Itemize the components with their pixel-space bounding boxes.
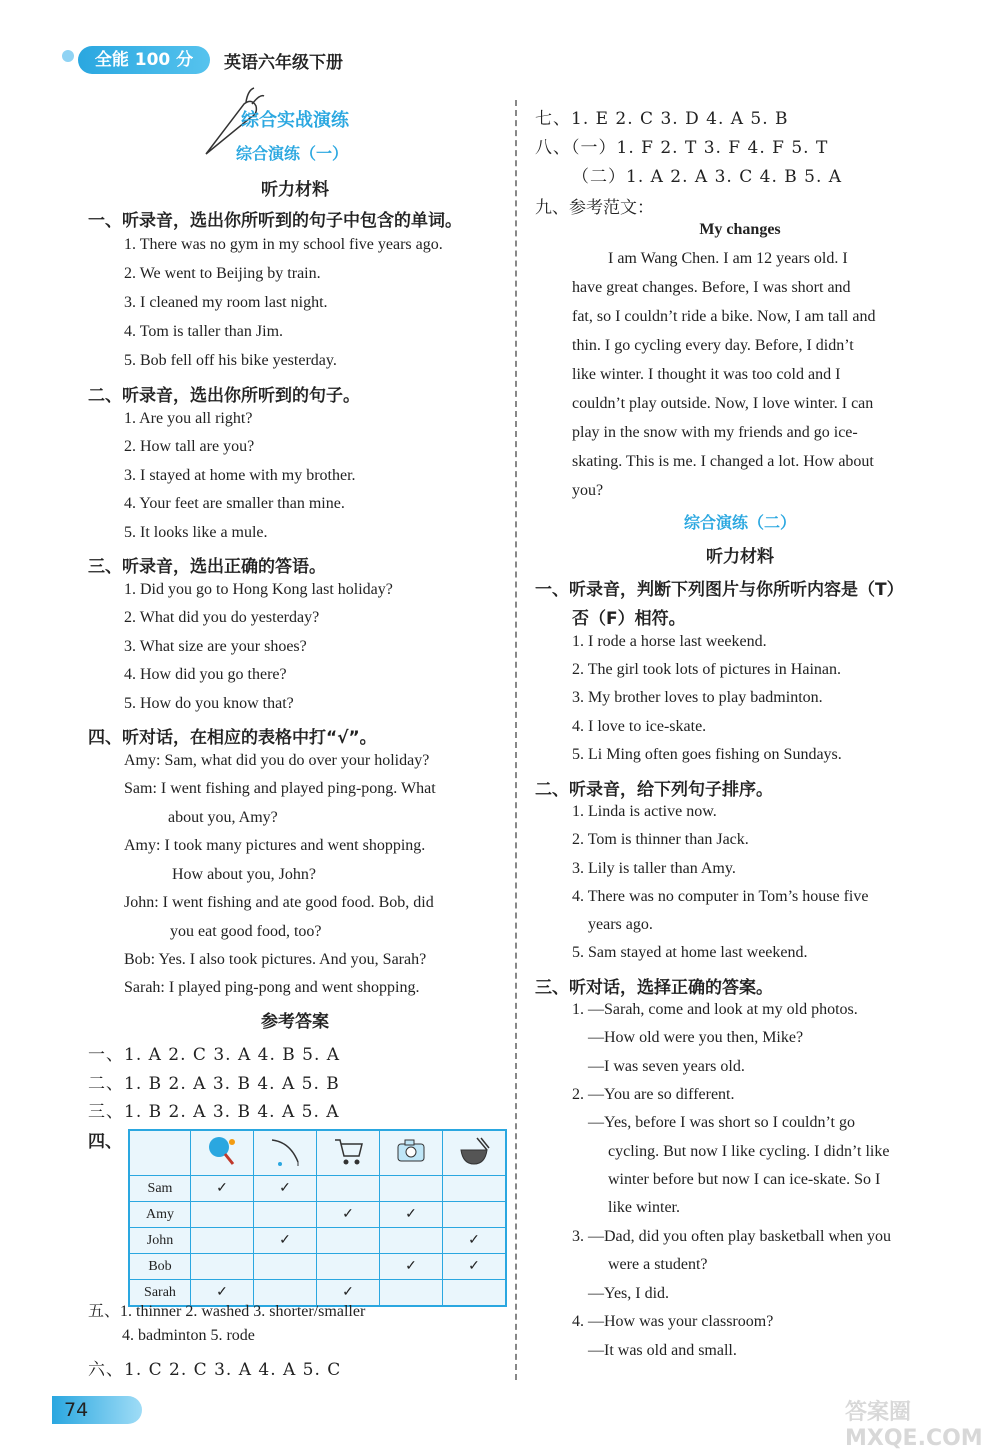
essay-line: thin. I go cycling every day. Before, I didn’t — [572, 337, 854, 354]
r-q3-line: 2. —You are so different. — [572, 1086, 735, 1103]
table-cell — [191, 1254, 254, 1280]
ping-pong-icon — [191, 1130, 254, 1176]
dialog-line: Bob: Yes. I also took pictures. And you, Sarah? — [124, 951, 427, 968]
dialog-line: Amy: Sam, what did you do over your holiday? — [124, 752, 430, 769]
dialog-line: Amy: I took many pictures and went shopping. — [124, 837, 426, 854]
table-cell: ✓ — [443, 1228, 507, 1254]
table-row — [129, 1228, 506, 1254]
dialog-line: How about you, John? — [172, 866, 316, 883]
table-cell: ✓ — [380, 1254, 443, 1280]
r-q3-line: 4. —How was your classroom? — [572, 1313, 774, 1330]
r-q3-line: 3. —Dad, did you often play basketball when you — [572, 1228, 892, 1245]
table-cell — [380, 1228, 443, 1254]
table-cell: ✓ — [380, 1202, 443, 1228]
q2-title: 二、听录音，选出你所听到的句子。 — [88, 386, 360, 406]
q4-title: 四、听对话，在相应的表格中打“√”。 — [88, 728, 377, 748]
r-q1-item: 2. The girl took lots of pictures in Hainan. — [572, 661, 841, 678]
r-q3-title: 三、听对话，选择正确的答案。 — [535, 978, 773, 998]
q1-item: 4. Tom is taller than Jim. — [124, 323, 284, 340]
table-cell — [380, 1280, 443, 1307]
series-badge: 全能 100 分 — [78, 46, 210, 74]
answer-line: （二）1. A 2. A 3. C 4. B 5. A — [572, 167, 843, 187]
table-row — [129, 1254, 506, 1280]
material-title: 听力材料 — [261, 180, 329, 200]
shopping-cart-icon — [317, 1130, 380, 1176]
r-q2-title: 二、听录音，给下列句子排序。 — [535, 780, 773, 800]
essay-line: couldn’t play outside. Now, I love winter. I can — [572, 395, 874, 412]
r-q2-item: 4. There was no computer in Tom’s house five — [572, 888, 869, 905]
dialog-line: John: I went fishing and ate good food. Bob, did — [124, 894, 434, 911]
answer-line: 六、1. C 2. C 3. A 4. A 5. C — [88, 1360, 342, 1380]
subsection-title-2: 综合演练（二） — [683, 513, 796, 532]
answer-line: 三、1. B 2. A 3. B 4. A 5. A — [88, 1102, 340, 1122]
q2-item: 2. How tall are you? — [124, 438, 255, 455]
r-q2-item: years ago. — [588, 916, 653, 933]
page-number: 74 — [52, 1396, 142, 1424]
q2-item: 3. I stayed at home with my brother. — [124, 467, 356, 484]
q3-item: 3. What size are your shoes? — [124, 638, 307, 655]
row-name: Bob — [129, 1254, 191, 1280]
r-q1-item: 5. Li Ming often goes fishing on Sundays. — [572, 746, 842, 763]
r-q3-line: —How old were you then, Mike? — [588, 1029, 804, 1046]
table-cell — [443, 1280, 507, 1307]
column-divider — [515, 100, 517, 1380]
row-name: Sam — [129, 1176, 191, 1202]
table-cell — [380, 1176, 443, 1202]
answer-line: 七、1. E 2. C 3. D 4. A 5. B — [535, 109, 789, 129]
essay-line: I am Wang Chen. I am 12 years old. I — [608, 250, 848, 267]
q1-title: 一、听录音，选出你所听到的句子中包含的单词。 — [88, 211, 462, 231]
row-name: Amy — [129, 1202, 191, 1228]
q3-item: 5. How do you know that? — [124, 695, 294, 712]
table-cell: ✓ — [317, 1280, 380, 1307]
dialog-line: Sarah: I played ping-pong and went shopping. — [124, 979, 420, 996]
q3-item: 4. How did you go there? — [124, 666, 287, 683]
r-q1-item: 4. I love to ice-skate. — [572, 718, 707, 735]
essay-line: fat, so I couldn’t ride a bike. Now, I am tall and — [572, 308, 876, 325]
essay-line: have great changes. Before, I was short and — [572, 279, 851, 296]
table-cell — [254, 1202, 317, 1228]
q3-item: 1. Did you go to Hong Kong last holiday? — [124, 581, 393, 598]
answer-line: 二、1. B 2. A 3. B 4. A 5. B — [88, 1074, 340, 1094]
essay-line: skating. This is me. I changed a lot. How about — [572, 453, 874, 470]
answer-line: 一、1. A 2. C 3. A 4. B 5. A — [88, 1045, 341, 1065]
essay-label: 九、参考范文： — [535, 198, 654, 218]
table-cell: ✓ — [443, 1254, 507, 1280]
fishing-icon — [254, 1130, 317, 1176]
q2-item: 4. Your feet are smaller than mine. — [124, 495, 345, 512]
r-q2-item: 2. Tom is thinner than Jack. — [572, 831, 749, 848]
r-q3-line: —It was old and small. — [588, 1342, 737, 1359]
table-cell — [317, 1228, 380, 1254]
dialog-line: you eat good food, too? — [170, 923, 322, 940]
answer-table — [128, 1129, 507, 1307]
essay-title: My changes — [699, 221, 781, 238]
q3-item: 2. What did you do yesterday? — [124, 609, 320, 626]
book-title: 英语六年级下册 — [224, 53, 343, 73]
answer-line: 4. badminton 5. rode — [122, 1327, 255, 1344]
table-cell — [317, 1254, 380, 1280]
r-q3-line: like winter. — [608, 1199, 680, 1216]
answers-title: 参考答案 — [261, 1012, 329, 1032]
q2-item: 5. It looks like a mule. — [124, 524, 268, 541]
table-cell: ✓ — [254, 1176, 317, 1202]
table-cell — [317, 1176, 380, 1202]
r-q2-item: 5. Sam stayed at home last weekend. — [572, 944, 808, 961]
q1-item: 3. I cleaned my room last night. — [124, 294, 328, 311]
table-row — [129, 1176, 506, 1202]
food-bowl-icon — [443, 1130, 507, 1176]
q1-item: 1. There was no gym in my school five years ago. — [124, 236, 443, 253]
table-cell: ✓ — [191, 1280, 254, 1307]
table-cell — [443, 1202, 507, 1228]
dialog-line: Sam: I went fishing and played ping-pong. What — [124, 780, 436, 797]
row-name: John — [129, 1228, 191, 1254]
r-q3-line: —Yes, before I was short so I couldn’t go — [588, 1114, 855, 1131]
r-q1-item: 1. I rode a horse last weekend. — [572, 633, 767, 650]
essay-line: play in the snow with my friends and go ice- — [572, 424, 858, 441]
r-q1-title: 否（F）相符。 — [572, 609, 686, 629]
table-cell — [254, 1254, 317, 1280]
answer-line: 五、1. thinner 2. washed 3. shorter/smaller — [88, 1303, 366, 1320]
essay-line: like winter. I thought it was too cold and I — [572, 366, 841, 383]
q1-item: 2. We went to Beijing by train. — [124, 265, 321, 282]
essay-line: you? — [572, 482, 604, 499]
r-q3-line: —I was seven years old. — [588, 1058, 745, 1075]
dialog-line: about you, Amy? — [168, 809, 278, 826]
r-q3-line: cycling. But now I like cycling. I didn’t like — [608, 1143, 890, 1160]
r-q1-title: 一、听录音，判断下列图片与你所听内容是（T） — [535, 580, 904, 600]
r-q3-line: were a student? — [608, 1256, 708, 1273]
table-header-row — [129, 1130, 506, 1176]
answer-line: 八、（一）1. F 2. T 3. F 4. F 5. T — [535, 138, 829, 158]
r-q2-item: 3. Lily is taller than Amy. — [572, 860, 736, 877]
table-cell — [191, 1228, 254, 1254]
camera-icon — [380, 1130, 443, 1176]
table-row — [129, 1202, 506, 1228]
r-q1-item: 3. My brother loves to play badminton. — [572, 689, 823, 706]
section-title: 综合实战演练 — [241, 110, 349, 131]
q2-item: 1. Are you all right? — [124, 410, 253, 427]
r-q3-line: —Yes, I did. — [588, 1285, 670, 1302]
table-cell — [443, 1176, 507, 1202]
table-corner — [129, 1130, 191, 1176]
table-cell: ✓ — [191, 1176, 254, 1202]
table-cell — [191, 1202, 254, 1228]
table-cell: ✓ — [254, 1228, 317, 1254]
material-title-2: 听力材料 — [706, 547, 774, 567]
q1-item: 5. Bob fell off his bike yesterday. — [124, 352, 337, 369]
header-decoration — [62, 50, 74, 62]
table-label: 四、 — [88, 1132, 122, 1152]
row-name: Sarah — [129, 1280, 191, 1307]
q3-title: 三、听录音，选出正确的答语。 — [88, 557, 326, 577]
watermark: 答案圈 MXQE.COM — [845, 1400, 983, 1451]
subsection-title: 综合演练（一） — [235, 144, 348, 163]
r-q2-item: 1. Linda is active now. — [572, 803, 717, 820]
table-cell: ✓ — [317, 1202, 380, 1228]
r-q3-line: 1. —Sarah, come and look at my old photos. — [572, 1001, 858, 1018]
r-q3-line: winter before but now I can ice-skate. So I — [608, 1171, 881, 1188]
